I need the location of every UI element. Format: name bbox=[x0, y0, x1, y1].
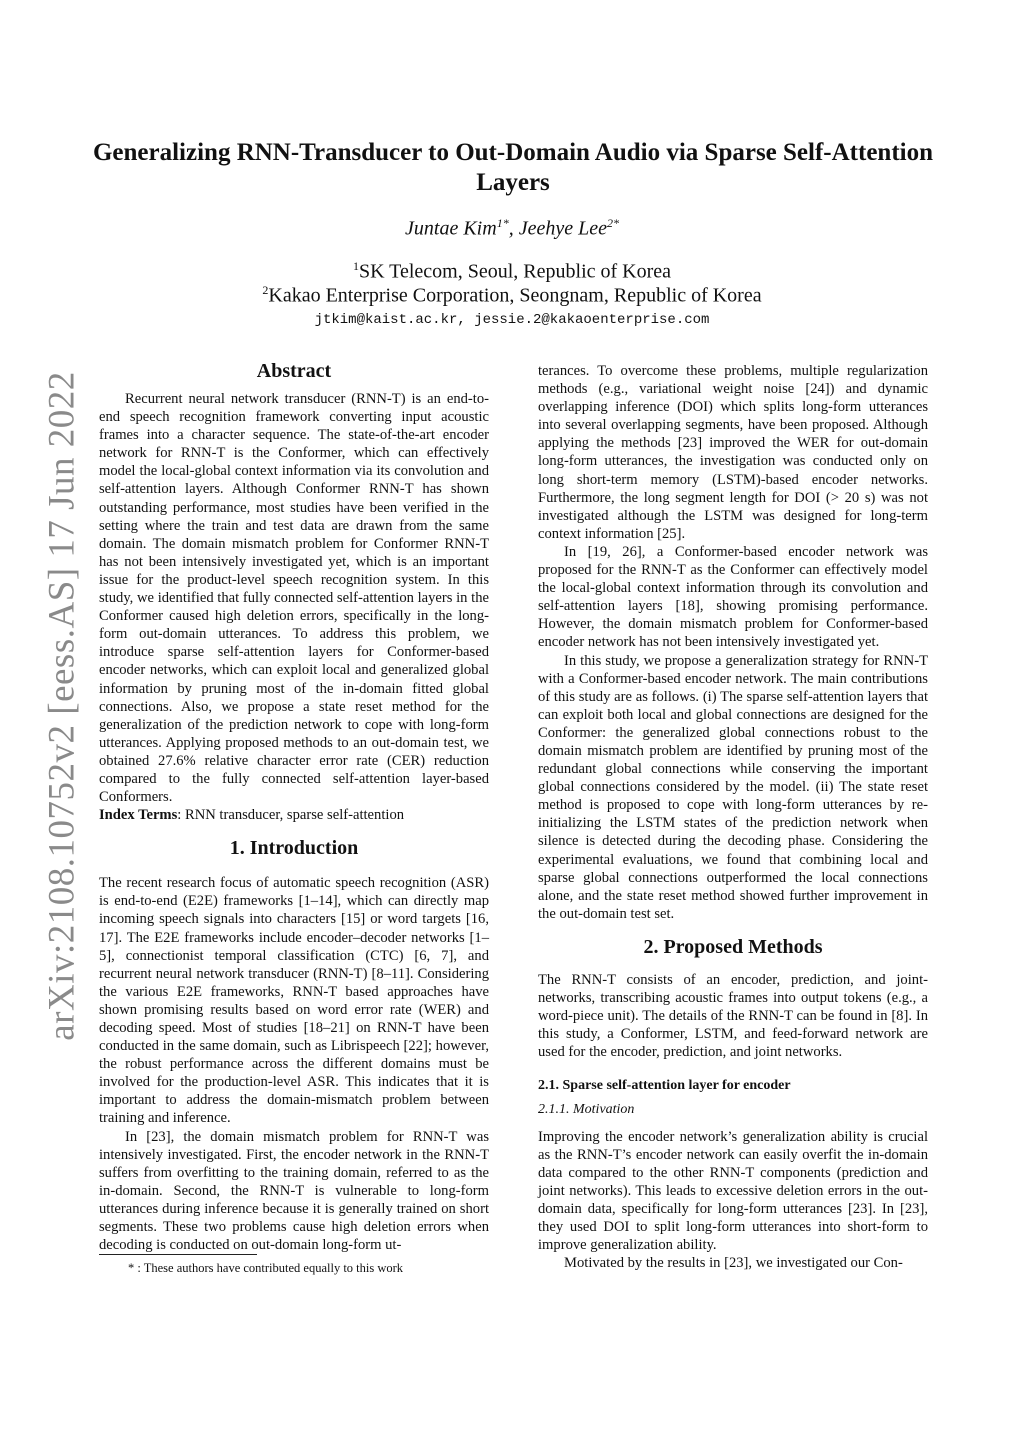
section-heading: 1. Introduction bbox=[229, 837, 359, 860]
abstract-text: Recurrent neural network transducer (RNN-T) is an end-to-end speech recognition framework converting input acoustic frames into a character sequence. The state-of-the-art encoder network for RNN-T is the Conformer, which can effectively model the local-global context information via its convolution and self-attention layers. Although Conformer RNN-T has shown outstanding performance, most studies have been verified in the setting where the train and test data are drawn from the same domain. The domain mismatch problem for Conformer RNN-T has not been intensively investigated yet, which is an important issue for the product-level speech recognition system. In this study, we identified that fully connected self-attention layers in the Conformer caused high deletion errors, specifically in the long-form out-domain utterances. To address this problem, we introduce sparse self-attention layers for Conformer-based encoder networks, which can exploit local and generalized global information by pruning most of the in-domain fitted global connections. Also, we propose a state reset method for the generalization of the prediction network to cope with long-form utterances. Applying proposed methods to an out-domain test, we obtained 27.6% relative character error rate (CER) reduction compared to the fully connected self-attention layer-based Conformers. bbox=[99, 391, 489, 806]
paragraph: In [23], the domain mismatch problem for RNN-T was intensively investigated. First, the encoder network in the RNN-T suffers from overfitting to the training domain, referred to as the in-domain. Second, the RNN-T is vulnerable to long-form utterances during inference because it is generally trained on short segments. These two problems cause high deletion errors when decoding is conducted on out-domain long-form ut- bbox=[99, 1128, 489, 1254]
paragraph: The RNN-T consists of an encoder, prediction, and joint-networks, transcribing acoustic frames into output tokens (e.g., a word-piece unit). The details of the RNN-T can be found in [8]. In this study, a Conformer, LSTM, and feed-forward network are used for the encoder, prediction, and joint networks. bbox=[538, 971, 928, 1061]
subsubsection-heading: 2.1.1. Motivation bbox=[538, 1102, 635, 1118]
affiliation bbox=[0, 283, 1024, 308]
subsection-heading: 2.1. Sparse self-attention layer for encoder bbox=[538, 1078, 791, 1094]
paragraph: In this study, we propose a generalization strategy for RNN-T with a Conformer-based encoder network. The main contributions of this study are as follows. (i) The sparse self-attention layers that can exploit both local and global connections are designed for the Conformer: the generalized global connections robust to the domain mismatch problem are identified by pruning most of the redundant global connections while conserving the important global connections considered by the model. (ii) The state reset method is proposed to cope with long-form utterances by re-initializing the LSTM states of the prediction network when silence is detected during the decoding phase. Considering the experimental evaluations, we found that combining local and sparse global connections outperformed the local connections alone, and the state reset method showed further improvement in the out-domain test set. bbox=[538, 652, 928, 922]
section-heading: 2. Proposed Methods bbox=[643, 935, 823, 958]
paper-title: Generalizing RNN-Transducer to Out-Domain Audio via Sparse Self-Attention Layers bbox=[92, 139, 934, 196]
paragraph: In [19, 26], a Conformer-based encoder network was proposed for the RNN-T as the Conformer can effectively model the local-global context information through its convolution and self-attention layers [18], showing promising performance. However, the domain mismatch problem for Conformer-based encoder network has not been intensively investigated yet. bbox=[538, 543, 928, 651]
right-column bbox=[538, 362, 928, 1272]
affiliation-marker: 2 bbox=[262, 283, 269, 297]
author-emails: jtkim@kaist.ac.kr, jessie.2@kakaoenterprise.com bbox=[314, 312, 710, 328]
paragraph: terances. To overcome these problems, multiple regularization methods (e.g., variational weight noise [24]) and dynamic overlapping inference (DOI) which splits long-form utterances into several overlapping segments, have been proposed. Although applying the methods [23] improved the WER for out-domain long-form utterances, the investigation was conducted only on long short-term memory (LSTM)-based encoder networks. Furthermore, the long segment length for DOI (> 20 s) was not investigated although the LSTM was designed for long-term context information [25]. bbox=[538, 363, 928, 542]
author-list bbox=[0, 216, 1024, 241]
paragraph: Motivated by the results in [23], we investigated our Con- bbox=[564, 1255, 903, 1272]
author-superscript: 2* bbox=[606, 216, 619, 230]
affiliation bbox=[0, 259, 1024, 284]
left-column bbox=[99, 360, 489, 1254]
author-separator: , bbox=[508, 217, 519, 240]
paragraph: The recent research focus of automatic speech recognition (ASR) is end-to-end (E2E) frameworks [1–14], which can directly map incoming speech signals into characters [15] or word targets [16, 17]. The E2E frameworks include encoder–decoder networks [1–5], connectionist temporal classification (CTC) [6, 7], and recurrent neural network transducer (RNN-T) [8–11]. Considering the various E2E frameworks, RNN-T based approaches have shown promising results based on word error rate (WER) and decoding speed. Most of studies [18–21] on RNN-T have been conducted in the same domain, such as Librispeech [22]; however, the robust performance across the different domains must be involved for the production-level ASR. This indicates that it is important to address the domain-mismatch problem between training and inference. bbox=[99, 875, 489, 1127]
footnote: * : These authors have contributed equally to this work bbox=[128, 1261, 404, 1275]
abstract-heading: Abstract bbox=[256, 360, 332, 382]
index-terms-label: Index Terms bbox=[99, 807, 178, 824]
index-terms-text: : RNN transducer, sparse self-attention bbox=[177, 807, 405, 824]
index-terms bbox=[99, 806, 489, 824]
footnote-divider bbox=[99, 1254, 257, 1255]
author-superscript: 1* bbox=[496, 216, 509, 230]
arxiv-identifier: arXiv:2108.10752v2 [eess.AS] 17 Jun 2022 bbox=[41, 371, 83, 1041]
affiliation-text: Kakao Enterprise Corporation, Seongnam, Republic of Korea bbox=[268, 284, 762, 307]
affiliation-marker: 1 bbox=[352, 259, 359, 273]
author-name: Juntae Kim bbox=[405, 217, 497, 240]
paragraph: Improving the encoder network’s generalization ability is crucial as the RNN-T’s encoder network can easily overfit the in-domain data compared to the other RNN-T components (prediction and joint networks). This leads to excessive deletion errors in the out-domain data, specifically for long-form utterances [23]. In [23], they used DOI to split long-form utterances into short-form to improve generalization ability. bbox=[538, 1128, 928, 1254]
author-name: Jeehye Lee bbox=[518, 217, 607, 240]
affiliation-text: SK Telecom, Seoul, Republic of Korea bbox=[358, 260, 672, 283]
